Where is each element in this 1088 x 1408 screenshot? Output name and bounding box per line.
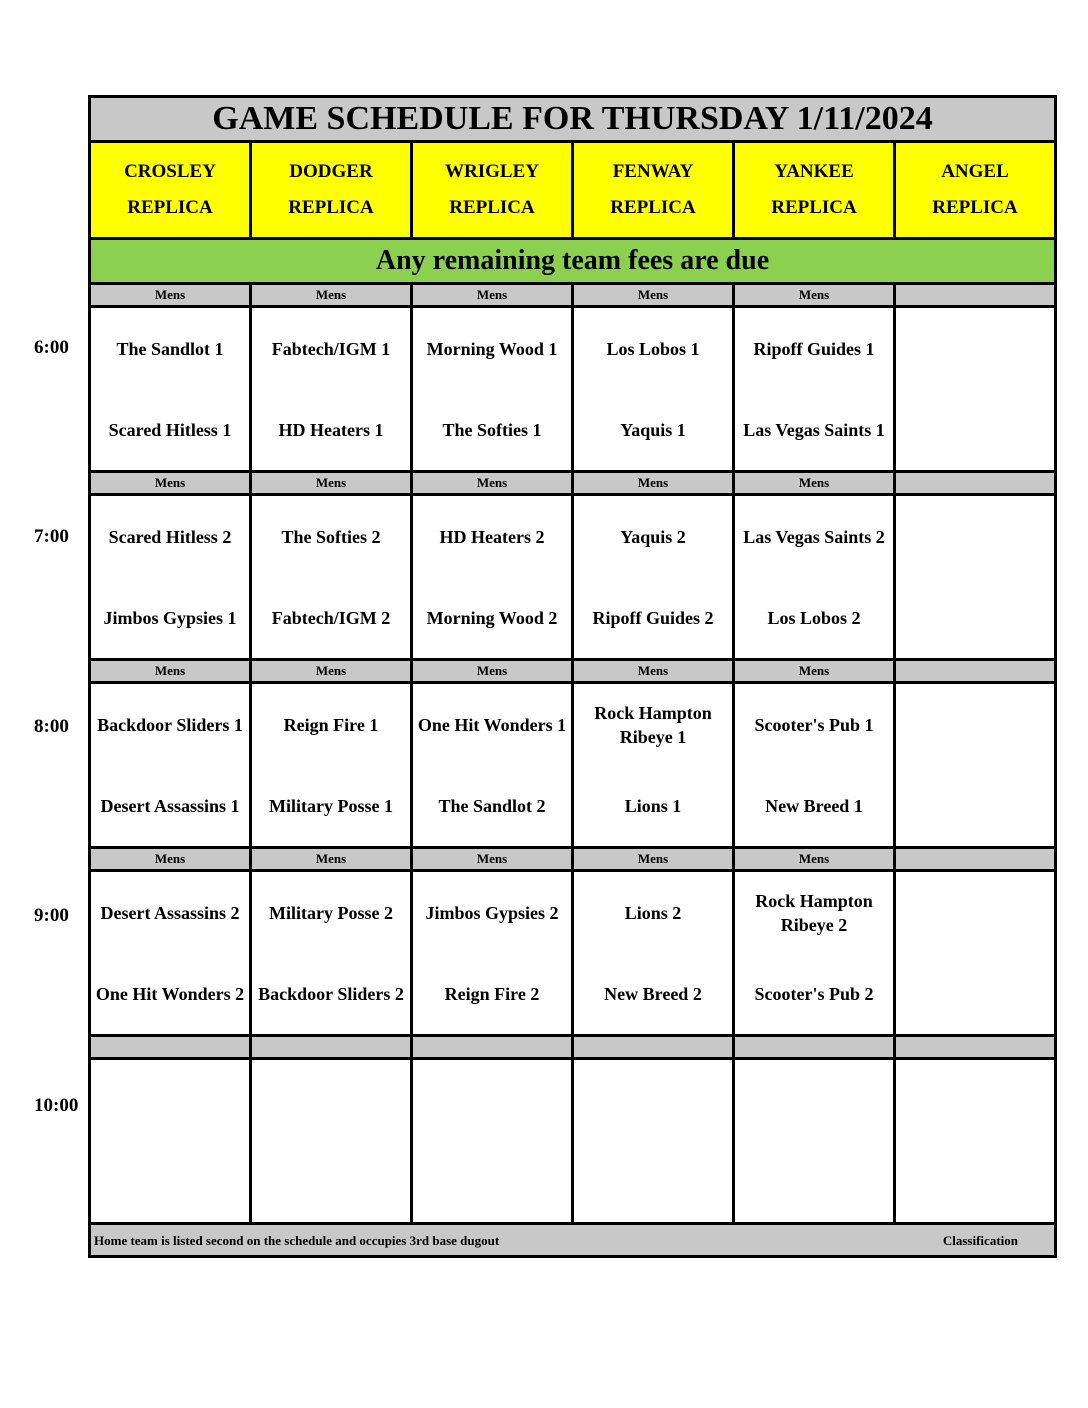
game-cell (91, 684, 249, 846)
away-team (896, 872, 1054, 953)
away-team (735, 1060, 893, 1141)
home-team: Military Posse 1 (269, 795, 393, 816)
classification-cell: Mens (91, 473, 249, 493)
classification-cell (896, 473, 1054, 493)
field-header (91, 143, 249, 237)
game-cell (91, 496, 249, 658)
game-cell (896, 308, 1054, 470)
away-team (413, 1060, 571, 1141)
game-cell (735, 872, 893, 1034)
classification-cell: Mens (252, 473, 410, 493)
classification-cell (896, 661, 1054, 681)
classification-label: Classification (942, 1233, 1018, 1248)
field-header-row (91, 143, 1054, 237)
field-type: REPLICA (127, 197, 213, 218)
game-row (91, 496, 1054, 658)
game-row (91, 872, 1054, 1034)
classification-cell: Mens (574, 285, 732, 305)
game-cell (574, 872, 732, 1034)
game-cell (896, 496, 1054, 658)
classification-cell (896, 849, 1054, 869)
away-team (91, 1060, 249, 1141)
home-team (896, 577, 1054, 658)
game-cell (896, 684, 1054, 846)
home-team (413, 1141, 571, 1222)
home-team (896, 389, 1054, 470)
classification-cell: Mens (735, 661, 893, 681)
field-name: FENWAY (612, 161, 694, 182)
game-cell (91, 1060, 249, 1222)
away-team: Fabtech/IGM 1 (271, 338, 391, 359)
field-name: YANKEE (774, 161, 854, 182)
fees-notice: Any remaining team fees are due (91, 240, 1054, 282)
schedule-table (88, 95, 1057, 1258)
home-team: New Breed 1 (765, 795, 863, 816)
away-team: Scooter's Pub 1 (754, 714, 874, 735)
classification-cell (896, 285, 1054, 305)
classification-cell (252, 1037, 410, 1057)
home-team: Backdoor Sliders 2 (258, 983, 404, 1004)
game-cell (413, 496, 571, 658)
home-team: The Softies 1 (442, 419, 542, 440)
away-team: One Hit Wonders 1 (417, 714, 567, 735)
classification-cell (91, 1037, 249, 1057)
home-team: Los Lobos 2 (767, 607, 861, 628)
classification-cell (413, 1037, 571, 1057)
away-team: Reign Fire 1 (283, 714, 379, 735)
time-label: 6:00 (34, 337, 69, 358)
game-cell (735, 684, 893, 846)
away-team: Desert Assassins 2 (100, 902, 240, 923)
time-label: 7:00 (34, 526, 69, 547)
home-team: One Hit Wonders 2 (95, 983, 245, 1004)
classification-cell: Mens (413, 661, 571, 681)
classification-cell: Mens (91, 849, 249, 869)
classification-cell (735, 1037, 893, 1057)
field-type: REPLICA (449, 197, 535, 218)
field-type: REPLICA (610, 197, 696, 218)
home-team: Lions 1 (624, 795, 682, 816)
home-team (735, 1141, 893, 1222)
game-cell (413, 308, 571, 470)
field-type: REPLICA (771, 197, 857, 218)
game-cell (413, 1060, 571, 1222)
field-name: ANGEL (941, 161, 1009, 182)
home-team: Ripoff Guides 2 (592, 607, 714, 628)
game-cell (896, 872, 1054, 1034)
game-row (91, 684, 1054, 846)
classification-cell: Mens (574, 849, 732, 869)
field-header (896, 143, 1054, 237)
classification-cell (574, 1037, 732, 1057)
home-team: Fabtech/IGM 2 (271, 607, 391, 628)
classification-row (91, 473, 1054, 493)
away-team: HD Heaters 2 (439, 526, 545, 547)
away-team: Military Posse 2 (269, 902, 393, 923)
away-team (896, 308, 1054, 389)
away-team: The Sandlot 1 (116, 338, 224, 359)
game-cell (574, 1060, 732, 1222)
away-team (896, 1060, 1054, 1141)
home-team (896, 765, 1054, 846)
away-team: Yaquis 2 (620, 526, 686, 547)
home-team: HD Heaters 1 (278, 419, 384, 440)
game-cell (413, 872, 571, 1034)
game-cell (91, 308, 249, 470)
game-cell (252, 308, 410, 470)
game-cell (735, 496, 893, 658)
classification-row (91, 661, 1054, 681)
classification-cell: Mens (413, 473, 571, 493)
away-team: Jimbos Gypsies 2 (425, 902, 559, 923)
table-footer (91, 1225, 1054, 1255)
classification-row (91, 285, 1054, 305)
field-header (252, 143, 410, 237)
home-team: Jimbos Gypsies 1 (103, 607, 237, 628)
home-team: New Breed 2 (604, 983, 702, 1004)
time-label: 10:00 (34, 1095, 79, 1116)
home-team: The Sandlot 2 (438, 795, 546, 816)
classification-cell: Mens (735, 849, 893, 869)
home-team: Scooter's Pub 2 (754, 983, 874, 1004)
page-title: GAME SCHEDULE FOR THURSDAY 1/11/2024 (91, 98, 1054, 140)
field-header (735, 143, 893, 237)
away-team: Lions 2 (624, 902, 682, 923)
classification-cell: Mens (413, 285, 571, 305)
away-team (896, 684, 1054, 765)
game-cell (735, 308, 893, 470)
classification-row (91, 1037, 1054, 1057)
field-header (574, 143, 732, 237)
home-team (896, 1141, 1054, 1222)
classification-cell: Mens (252, 285, 410, 305)
away-team (896, 496, 1054, 577)
away-team: The Softies 2 (281, 526, 381, 547)
home-team: Reign Fire 2 (444, 983, 540, 1004)
classification-cell: Mens (91, 661, 249, 681)
home-team (91, 1141, 249, 1222)
game-cell (91, 872, 249, 1034)
classification-cell: Mens (574, 473, 732, 493)
home-team (252, 1141, 410, 1222)
classification-cell: Mens (91, 285, 249, 305)
away-team: Rock Hampton Ribeye 2 (755, 890, 873, 935)
game-cell (252, 496, 410, 658)
classification-cell: Mens (413, 849, 571, 869)
classification-row (91, 849, 1054, 869)
classification-cell: Mens (574, 661, 732, 681)
home-team: Scared Hitless 1 (108, 419, 232, 440)
away-team: Ripoff Guides 1 (753, 338, 875, 359)
game-row (91, 1060, 1054, 1222)
time-label: 8:00 (34, 716, 69, 737)
field-type: REPLICA (288, 197, 374, 218)
away-team (574, 1060, 732, 1141)
game-cell (574, 308, 732, 470)
away-team: Scared Hitless 2 (108, 526, 232, 547)
away-team: Rock Hampton Ribeye 1 (594, 702, 712, 747)
game-cell (252, 684, 410, 846)
game-cell (413, 684, 571, 846)
game-cell (574, 496, 732, 658)
home-team: Las Vegas Saints 1 (743, 419, 885, 440)
home-team (896, 953, 1054, 1034)
field-name: DODGER (289, 161, 373, 182)
home-team: Desert Assassins 1 (100, 795, 240, 816)
home-team: Morning Wood 2 (426, 607, 558, 628)
game-cell (735, 1060, 893, 1222)
away-team (252, 1060, 410, 1141)
game-cell (252, 872, 410, 1034)
home-team (574, 1141, 732, 1222)
away-team: Backdoor Sliders 1 (97, 714, 243, 735)
away-team: Las Vegas Saints 2 (743, 526, 885, 547)
field-type: REPLICA (932, 197, 1018, 218)
classification-cell: Mens (735, 285, 893, 305)
time-column (0, 0, 90, 1408)
field-name: CROSLEY (124, 161, 216, 182)
classification-cell (896, 1037, 1054, 1057)
classification-cell: Mens (252, 849, 410, 869)
home-team: Yaquis 1 (620, 419, 686, 440)
time-label: 9:00 (34, 905, 69, 926)
game-row (91, 308, 1054, 470)
classification-cell: Mens (252, 661, 410, 681)
away-team: Los Lobos 1 (606, 338, 700, 359)
field-name: WRIGLEY (445, 161, 539, 182)
home-team-note: Home team is listed second on the schedule and occupies 3rd base dugout (94, 1233, 500, 1248)
game-cell (574, 684, 732, 846)
away-team: Morning Wood 1 (426, 338, 558, 359)
game-cell (252, 1060, 410, 1222)
field-header (413, 143, 571, 237)
classification-cell: Mens (735, 473, 893, 493)
game-cell (896, 1060, 1054, 1222)
